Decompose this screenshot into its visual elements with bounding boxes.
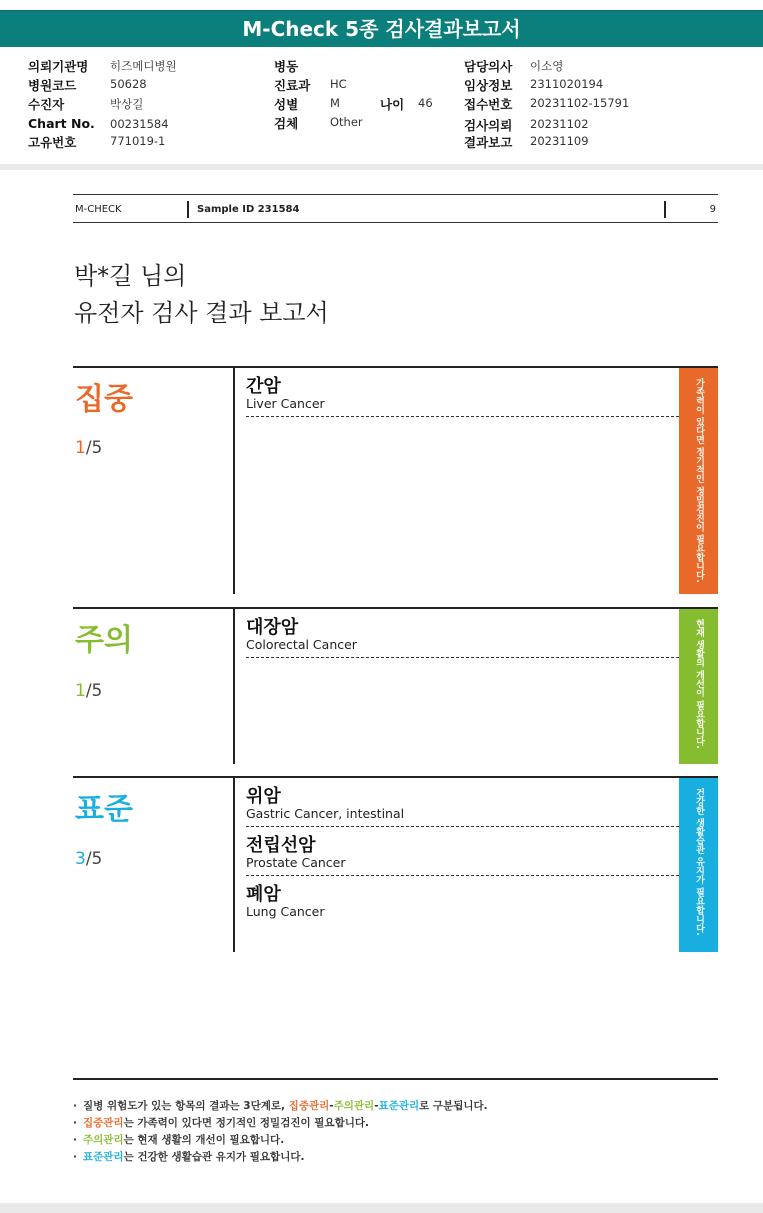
result-item [246, 778, 679, 827]
receipt-no-value: 20231102-15791 [530, 96, 630, 110]
doctor-label: 담당의사 [464, 59, 513, 74]
count-number: 1 [75, 681, 86, 701]
chart-no-value: 00231584 [110, 117, 169, 131]
receipt-no-label: 접수번호 [464, 97, 513, 112]
header-separator [187, 201, 189, 218]
report-page [0, 170, 763, 1203]
hospital-label: 의뢰기관명 [28, 59, 89, 74]
footer-note: · 질병 위험도가 있는 항목의 결과는 3단계로, 집중관리-주의관리-표준관리로 구분됩니다. [73, 1098, 718, 1115]
report-title-bar [0, 10, 763, 47]
ward-label: 병동 [274, 59, 299, 74]
age-value: 46 [418, 96, 433, 110]
bullet-icon: · [73, 1134, 77, 1146]
section-count [75, 681, 102, 701]
specimen-label: 검체 [274, 116, 299, 131]
doctor-value: 이소영 [530, 59, 564, 73]
footer-notes [73, 1078, 718, 1166]
patient-value: 박상길 [110, 97, 144, 111]
count-total: /5 [85, 681, 103, 701]
department-value: HC [330, 77, 347, 91]
section-badge: 건강한 생활습관 유지가 필요합니다. [679, 778, 718, 952]
item-name-ko: 대장암 [246, 617, 299, 638]
age-label: 나이 [380, 97, 405, 112]
sex-value: M [330, 96, 340, 110]
section-category: 집중 [75, 382, 133, 417]
sample-id: Sample ID 231584 [197, 204, 300, 215]
patient-info-panel [0, 54, 763, 164]
result-item [246, 609, 679, 658]
title-line-1: 박*길 님의 [74, 262, 187, 290]
section-count [75, 849, 102, 869]
item-name-ko: 폐암 [246, 884, 281, 905]
section-badge: 현재 생활의 개선이 필요합니다. [679, 609, 718, 764]
request-date-label: 검사의뢰 [464, 118, 513, 133]
report-date-value: 20231109 [530, 134, 589, 148]
specimen-value: Other [330, 115, 363, 129]
sex-label: 성별 [274, 97, 299, 112]
section-badge: 가족력이 있다면 정기적인 정밀검진이 필요합니다. [679, 368, 718, 594]
risk-section-standard [73, 776, 718, 952]
section-divider [233, 609, 235, 764]
section-divider [233, 368, 235, 594]
chart-no-label: Chart No. [28, 116, 95, 131]
footer-note: · 표준관리는 건강한 생활습관 유지가 필요합니다. [73, 1149, 718, 1166]
risk-section-focus [73, 366, 718, 594]
page-title [74, 258, 329, 332]
bullet-icon: · [73, 1151, 77, 1163]
item-name-ko: 위암 [246, 786, 281, 807]
hospital-value: 히즈메디병원 [110, 59, 177, 73]
page-bottom-gap [0, 1203, 763, 1213]
bullet-icon: · [73, 1117, 77, 1129]
section-divider [233, 778, 235, 952]
unique-no-label: 고유번호 [28, 135, 77, 150]
page-number: 9 [709, 204, 716, 215]
footer-note: · 주의관리는 현재 생활의 개선이 필요합니다. [73, 1132, 718, 1149]
page-header [73, 194, 718, 223]
section-count [75, 438, 102, 458]
item-name-en: Lung Cancer [246, 904, 325, 919]
item-name-en: Gastric Cancer, intestinal [246, 806, 405, 821]
count-total: /5 [85, 849, 103, 869]
header-separator [664, 201, 666, 218]
patient-label: 수진자 [28, 97, 65, 112]
hospital-code-value: 50628 [110, 77, 147, 91]
bullet-icon: · [73, 1100, 77, 1112]
item-name-ko: 전립선암 [246, 835, 316, 856]
result-item [246, 827, 679, 876]
title-line-2: 유전자 검사 결과 보고서 [74, 299, 329, 327]
unique-no-value: 771019-1 [110, 134, 166, 148]
report-title: M-Check 5종 검사결과보고서 [242, 17, 521, 41]
hospital-code-label: 병원코드 [28, 78, 77, 93]
request-date-value: 20231102 [530, 117, 589, 131]
clinical-info-value: 2311020194 [530, 77, 604, 91]
item-name-ko: 간암 [246, 376, 281, 397]
section-category: 주의 [75, 623, 133, 658]
count-number: 3 [75, 849, 86, 869]
risk-section-caution [73, 607, 718, 764]
department-label: 진료과 [274, 78, 311, 93]
item-name-en: Colorectal Cancer [246, 637, 357, 652]
report-date-label: 결과보고 [464, 135, 513, 150]
result-item [246, 876, 679, 925]
item-name-en: Prostate Cancer [246, 855, 346, 870]
count-total: /5 [85, 438, 103, 458]
page-brand: M-CHECK [75, 204, 122, 215]
footer-note: · 집중관리는 가족력이 있다면 정기적인 정밀검진이 필요합니다. [73, 1115, 718, 1132]
section-category: 표준 [75, 792, 133, 827]
count-number: 1 [75, 438, 86, 458]
clinical-info-label: 임상정보 [464, 78, 513, 93]
result-item [246, 368, 679, 417]
item-name-en: Liver Cancer [246, 396, 325, 411]
